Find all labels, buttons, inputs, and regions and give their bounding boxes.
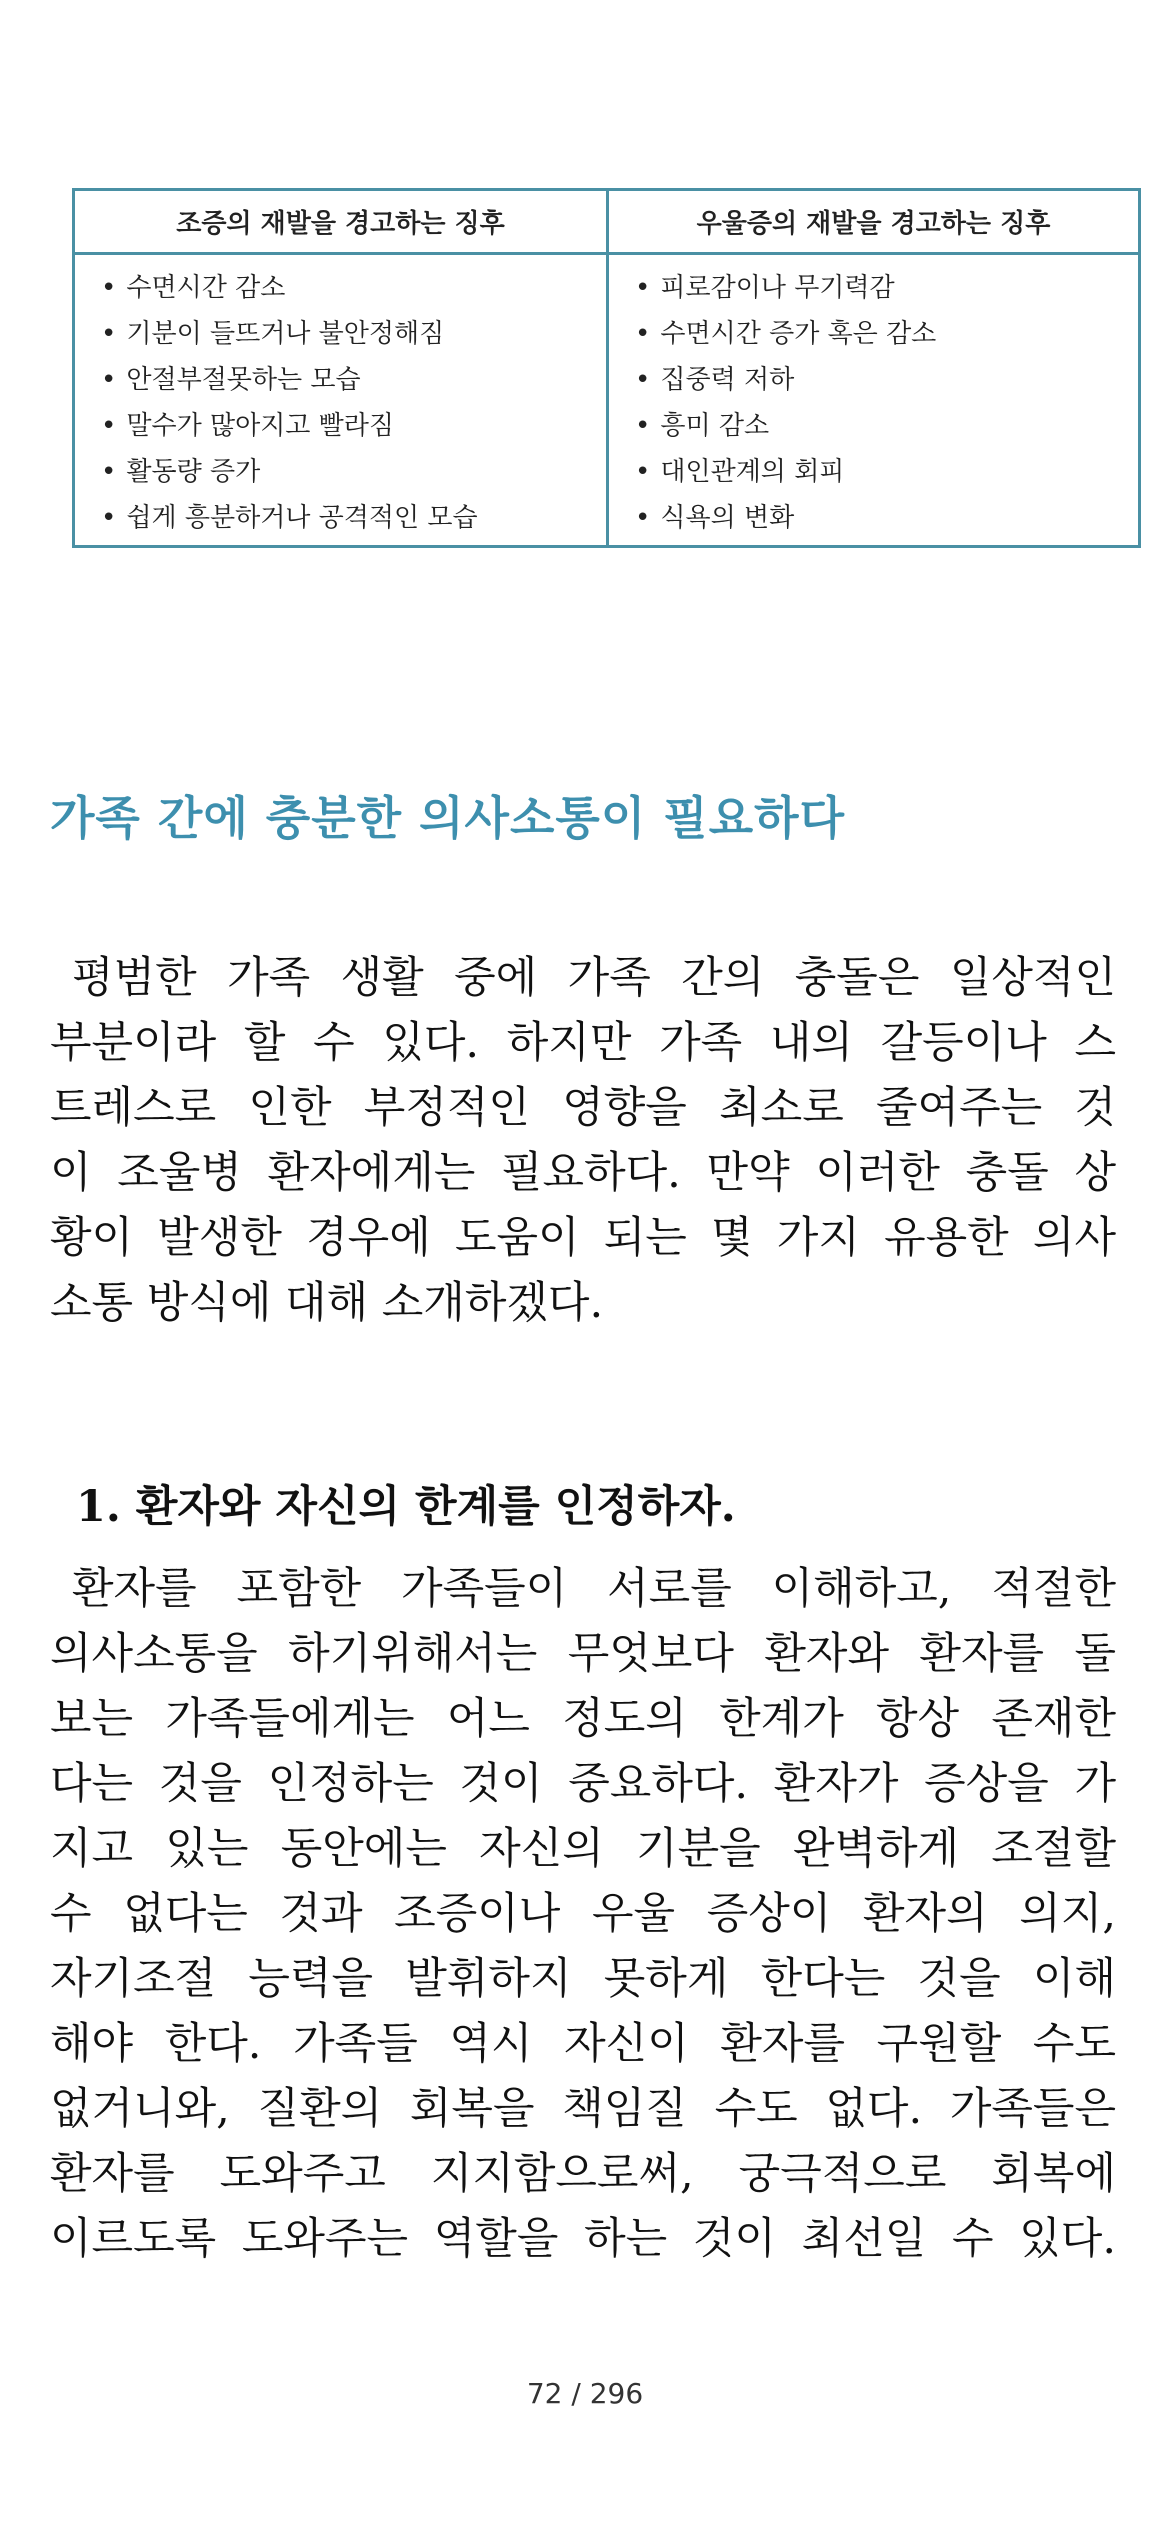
paragraph-line: 황이 발생한 경우에 도움이 되는 몇 가지 유용한 의사 [50,1213,1116,1263]
list-item: • 흥미 감소 [635,403,1138,449]
page-number: 72 / 296 [526,2377,644,2410]
paragraph-line: 해야 한다. 가족들 역시 자신이 환자를 구원할 수도 [50,2019,1116,2069]
subsection-title: 1. 환자와 자신의 한계를 인정하자. [76,1482,736,1532]
depression-signs-cell [609,255,1138,545]
paragraph-line: 트레스로 인한 부정적인 영향을 최소로 줄여주는 것 [50,1083,1116,1133]
list-item: • 활동량 증가 [101,449,606,495]
depression-signs-header: 우울증의 재발을 경고하는 징후 [609,191,1138,255]
paragraph-line: 자기조절 능력을 발휘하지 못하게 한다는 것을 이해 [50,1954,1116,2004]
paragraph-line: 부분이라 할 수 있다. 하지만 가족 내의 갈등이나 스 [50,1018,1116,1068]
mania-signs-list [101,265,606,541]
mania-signs-cell [75,255,609,545]
list-item: • 안절부절못하는 모습 [101,357,606,403]
paragraph-line: 소통 방식에 대해 소개하겠다. [50,1278,604,1328]
paragraph-line: 의사소통을 하기위해서는 무엇보다 환자와 환자를 돌 [50,1629,1116,1679]
list-item: • 식욕의 변화 [635,495,1138,541]
list-item: • 수면시간 감소 [101,265,606,311]
body-paragraph [50,1557,1116,2272]
paragraph-line: 이 조울병 환자에게는 필요하다. 만약 이러한 충돌 상 [50,1148,1116,1198]
paragraph-line: 환자를 포함한 가족들이 서로를 이해하고, 적절한 [72,1564,1116,1614]
paragraph-line: 이르도록 도와주는 역할을 하는 것이 최선일 수 있다. [50,2214,1116,2264]
list-item: • 수면시간 증가 혹은 감소 [635,311,1138,357]
paragraph-line: 없거니와, 질환의 회복을 책임질 수도 없다. 가족들은 [50,2084,1116,2134]
paragraph-line: 평범한 가족 생활 중에 가족 간의 충돌은 일상적인 [72,953,1116,1003]
list-item: • 집중력 저하 [635,357,1138,403]
list-item: • 쉽게 흥분하거나 공격적인 모습 [101,495,606,541]
list-item: • 피로감이나 무기력감 [635,265,1138,311]
paragraph-line: 수 없다는 것과 조증이나 우울 증상이 환자의 의지, [50,1889,1116,1939]
mania-signs-header: 조증의 재발을 경고하는 징후 [75,191,609,255]
paragraph-line: 지고 있는 동안에는 자신의 기분을 완벽하게 조절할 [50,1824,1116,1874]
depression-signs-list [635,265,1138,541]
list-item: • 기분이 들뜨거나 불안정해짐 [101,311,606,357]
list-item: • 대인관계의 회피 [635,449,1138,495]
paragraph-line: 보는 가족들에게는 어느 정도의 한계가 항상 존재한 [50,1694,1116,1744]
list-item: • 말수가 많아지고 빨라짐 [101,403,606,449]
paragraph-line: 환자를 도와주고 지지함으로써, 궁극적으로 회복에 [50,2149,1116,2199]
section-heading: 가족 간에 충분한 의사소통이 필요하다 [50,791,846,845]
paragraph-line: 다는 것을 인정하는 것이 중요하다. 환자가 증상을 가 [50,1759,1116,1809]
intro-paragraph [50,946,1116,1336]
warning-signs-table [72,188,1141,548]
